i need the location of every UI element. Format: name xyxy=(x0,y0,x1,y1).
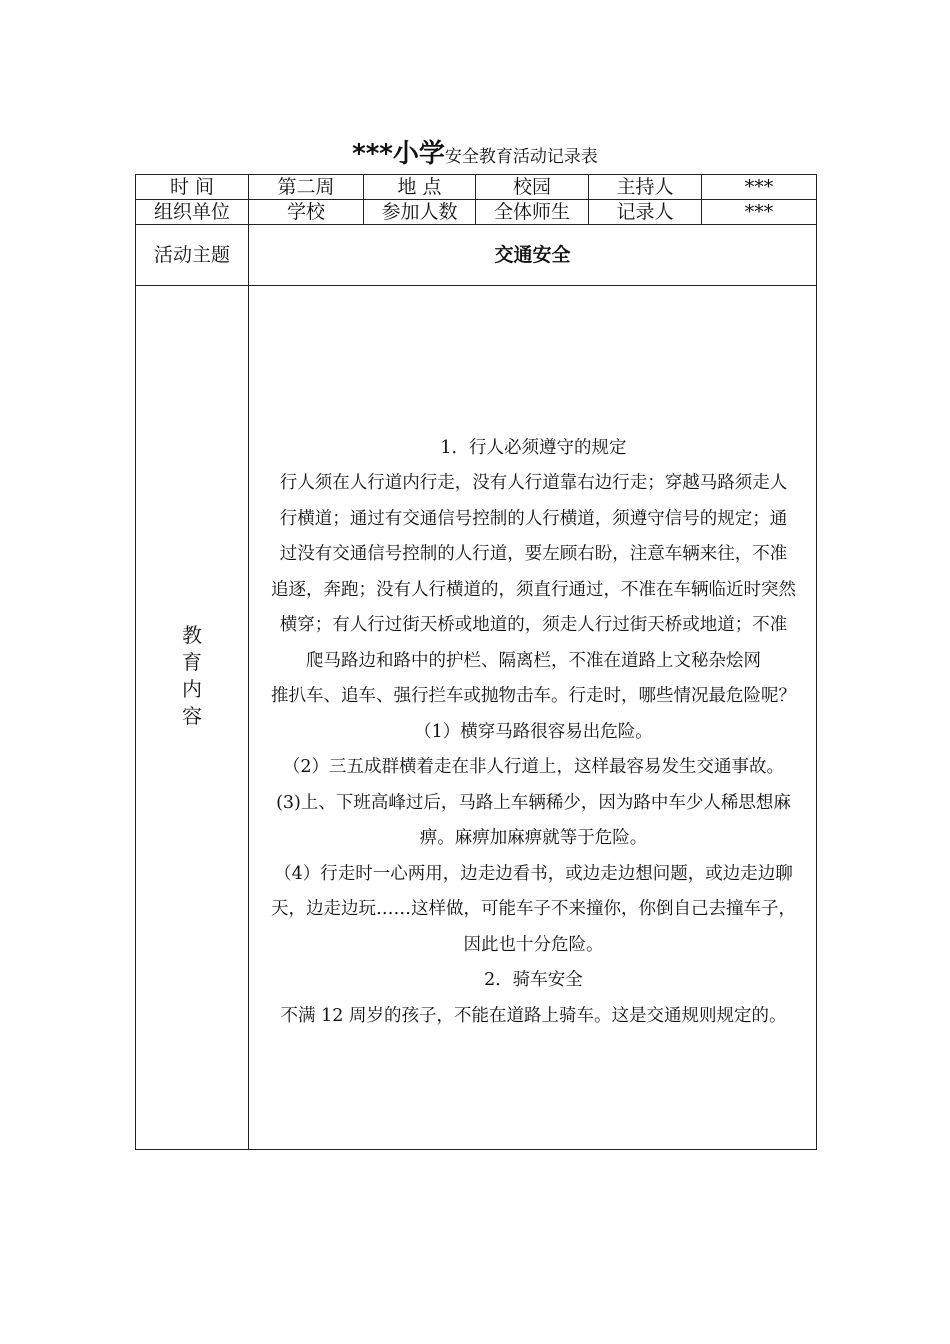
table-row xyxy=(136,175,817,200)
participants-label: 参加人数 xyxy=(364,200,476,225)
host-value: *** xyxy=(702,175,817,200)
content-line: 天，边走边玩……这样做，可能车子不来撞你，你倒自己去撞车子， xyxy=(271,899,796,920)
content-line: 追逐，奔跑；没有人行横道的，须直行通过，不准在车辆临近时突然 xyxy=(271,579,796,600)
host-label: 主持人 xyxy=(589,175,702,200)
recorder-value: *** xyxy=(702,200,817,225)
participants-value: 全体师生 xyxy=(476,200,589,225)
org-label: 组织单位 xyxy=(136,200,249,225)
content-line: 行人须在人行道内行走，没有人行道靠右边行走；穿越马路须走人 xyxy=(279,473,788,494)
content-line: 横穿；有人行过街天桥或地道的，须走人行过街天桥或地道；不准 xyxy=(279,615,788,636)
table-row xyxy=(136,286,817,1150)
org-value: 学校 xyxy=(249,200,364,225)
content-line: 痹。麻痹加麻痹就等于危险。 xyxy=(419,828,648,849)
content-line: 过没有交通信号控制的人行道，要左顾右盼，注意车辆来往，不准 xyxy=(279,544,788,565)
theme-label: 活动主题 xyxy=(136,225,249,286)
title-school: ***小学 xyxy=(352,139,445,169)
time-label: 时 间 xyxy=(136,175,249,200)
content-line: （4）行走时一心两用，边走边看书，或边走边想问题，或边走边聊 xyxy=(274,863,793,884)
title-form-name: 安全教育活动记录表 xyxy=(444,147,598,167)
place-label: 地 点 xyxy=(364,175,476,200)
table-row xyxy=(136,200,817,225)
place-value: 校园 xyxy=(476,175,589,200)
theme-value: 交通安全 xyxy=(249,225,817,286)
time-value: 第二周 xyxy=(249,175,364,200)
content-line: 行横道；通过有交通信号控制的人行横道，须遵守信号的规定；通 xyxy=(279,508,788,529)
record-table xyxy=(135,174,817,1150)
content-line: 2．骑车安全 xyxy=(484,970,583,991)
content-cell xyxy=(249,286,817,1150)
content-line: 不满 12 周岁的孩子，不能在道路上骑车。这是交通规则规定的。 xyxy=(280,1005,787,1026)
content-line: （1）横穿马路很容易出危险。 xyxy=(414,721,653,742)
content-label: 教育内容 xyxy=(182,622,202,728)
content-line: (3)上、下班高峰过后，马路上车辆稀少，因为路中车少人稀思想麻 xyxy=(276,792,791,813)
content-label-cell xyxy=(136,286,249,1150)
content-line: 1．行人必须遵守的规定 xyxy=(440,437,627,458)
content-line: （2）三五成群横着走在非人行道上，这样最容易发生交通事故。 xyxy=(282,757,785,778)
content-line: 推扒车、追车、强行拦车或抛物击车。行走时，哪些情况最危险呢？ xyxy=(271,686,796,707)
document-title xyxy=(0,133,950,170)
content-line: 爬马路边和路中的护栏、隔离栏，不准在道路上文秘杂烩网 xyxy=(306,650,761,671)
table-row xyxy=(136,225,817,286)
recorder-label: 记录人 xyxy=(589,200,702,225)
content-line: 因此也十分危险。 xyxy=(463,934,604,955)
education-content xyxy=(249,401,816,1035)
